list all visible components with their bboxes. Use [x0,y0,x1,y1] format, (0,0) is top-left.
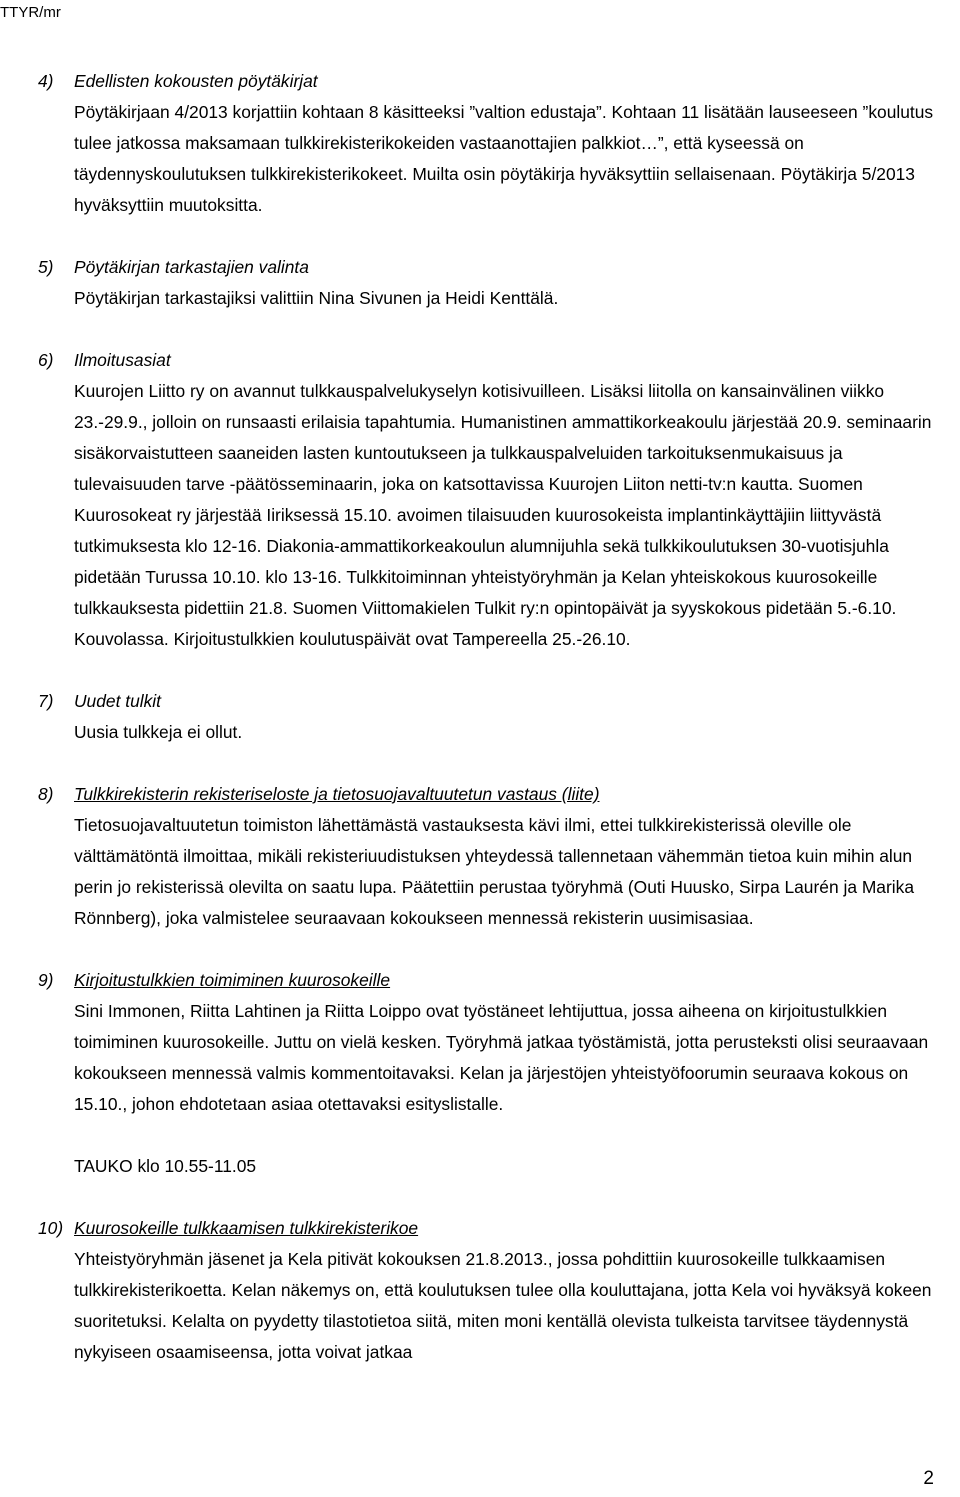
section-heading [38,345,938,376]
section-paragraph: Pöytäkirjan tarkastajiksi valittiin Nina Sivunen ja Heidi Kenttälä. [74,288,559,308]
section-7 [38,686,938,748]
section-6 [38,345,938,655]
section-body [74,810,938,934]
section-number: 10) [38,1218,64,1238]
section-body [74,376,938,655]
section-9 [38,965,938,1120]
section-paragraph: Yhteistyöryhmän jäsenet ja Kela pitivät kokouksen 21.8.2013., jossa pohdittiin kuurosokeille tulkkaamisen tulkkirekisterikoetta. Kelan näkemys on, että koulutuksen tulee olla kouluttajana, jotta Kela voi hyväksyä kokeen suoritetuksi. Kelalta on pyydetty tilastotietoa siitä, miten moni kentällä olevista tulkeista tarvitsee täydennystä nykyiseen osaamiseensa, jotta voivat jatkaa [74,1249,932,1362]
section-number: 4) [38,71,54,91]
section-number: 7) [38,691,54,711]
section-title: Kuurosokeille tulkkaamisen tulkkirekisterikoe [74,1218,419,1238]
section-title: Uudet tulkit [74,691,161,711]
section-body [74,1244,938,1368]
section-heading [38,965,938,996]
meeting-minutes [38,66,938,1399]
section-body [74,283,938,314]
section-number: 5) [38,257,54,277]
section-8 [38,779,938,934]
section-title: Kirjoitustulkkien toimiminen kuurosokeille [74,970,391,990]
section-heading [38,66,938,97]
section-paragraph: Pöytäkirjaan 4/2013 korjattiin kohtaan 8 käsitteeksi ”valtion edustaja”. Kohtaan 11 lisätään lauseeseen ”koulutus tulee jatkossa maksamaan tulkkirekisterikokeiden vastaanottajien palkkiot…”, että kyseessä on täydennyskoulutuksen tulkkirekisterikokeet. Muilta osin pöytäkirja hyväksyttiin sellaisenaan. Pöytäkirja 5/2013 hyväksyttiin muutoksitta. [74,102,934,215]
section-body [74,717,938,748]
section-heading [38,1213,938,1244]
page-number: 2 [923,1468,934,1489]
section-title: Tulkkirekisterin rekisteriseloste ja tietosuojavaltuutetun vastaus (liite) [74,784,600,804]
section-paragraph: Sini Immonen, Riitta Lahtinen ja Riitta Loippo ovat työstäneet lehtijuttua, jossa aiheena on kirjoitustulkkien toimiminen kuurosokeille. Juttu on vielä kesken. Työryhmä jatkaa työstämistä, jotta perusteksti olisi seuraavaan kokoukseen mennessä valmis kommentoitavaksi. Kelan ja järjestöjen yhteistyöfoorumin seuraava kokous on 15.10., johon ehdotetaan asiaa otettavaksi esityslistalle. [74,1001,929,1114]
break-note: TAUKO klo 10.55-11.05 [74,1156,257,1176]
section-10 [38,1213,938,1368]
section-title: Pöytäkirjan tarkastajien valinta [74,257,309,277]
section-number: 8) [38,784,54,804]
section-heading [38,252,938,283]
section-title: Ilmoitusasiat [74,350,171,370]
section-paragraph: Tietosuojavaltuutetun toimiston lähettämästä vastauksesta kävi ilmi, ettei tulkkirekisterissä oleville ole välttämätöntä ilmoittaa, mikäli rekisteriuudistuksen yhteydessä tallennetaan vähemmän tietoa kuin mihin alun perin jo rekisterissä olevilta on saatu lupa. Päätettiin perustaa työryhmä (Outi Huusko, Sirpa Laurén ja Marika Rönnberg), joka valmistelee seuraavaan kokoukseen mennessä rekisterin uusimisasiaa. [74,815,914,928]
section-body [74,97,938,221]
document-header: TTYR/mr [0,4,61,21]
section-number: 9) [38,970,54,990]
section-4 [38,66,938,221]
section-5 [38,252,938,314]
section-number: 6) [38,350,54,370]
section-paragraph: Kuurojen Liitto ry on avannut tulkkauspalvelukyselyn kotisivuilleen. Lisäksi liitolla on kansainvälinen viikko 23.-29.9., jolloin on runsaasti erilaisia tapahtumia. Humanistinen ammattikorkeakoulu järjestää 20.9. seminaarin sisäkorvaistutteen saaneiden lasten kuntoutukseen ja tulkkauspalveluiden tarkoituksenmukaisuus ja tulevaisuuden tarve -päätösseminaarin, joka on katsottavissa Kuurojen Liiton netti-tv:n kautta. Suomen Kuurosokeat ry järjestää Iiriksessä 15.10. avoimen tilaisuuden kuurosokeista implantinkäyttäjiin liittyvästä tutkimuksesta klo 12-16. Diakonia-ammattikorkeakoulun alumnijuhla sekä tulkkikoulutuksen 30-vuotisjuhla pidetään Turussa 10.10. klo 13-16. Tulkkitoiminnan yhteistyöryhmän ja Kelan yhteiskokous kuurosokeille tulkkauksesta pidettiin 21.8. Suomen Viittomakielen Tulkit ry:n opintopäivät ja syyskokous pidetään 5.-6.10. Kouvolassa. Kirjoitustulkkien koulutuspäivät ovat Tampereella 25.-26.10. [74,381,932,649]
section-paragraph: Uusia tulkkeja ei ollut. [74,722,243,742]
section-body [74,996,938,1120]
section-heading [38,779,938,810]
section-title: Edellisten kokousten pöytäkirjat [74,71,318,91]
section-heading [38,686,938,717]
